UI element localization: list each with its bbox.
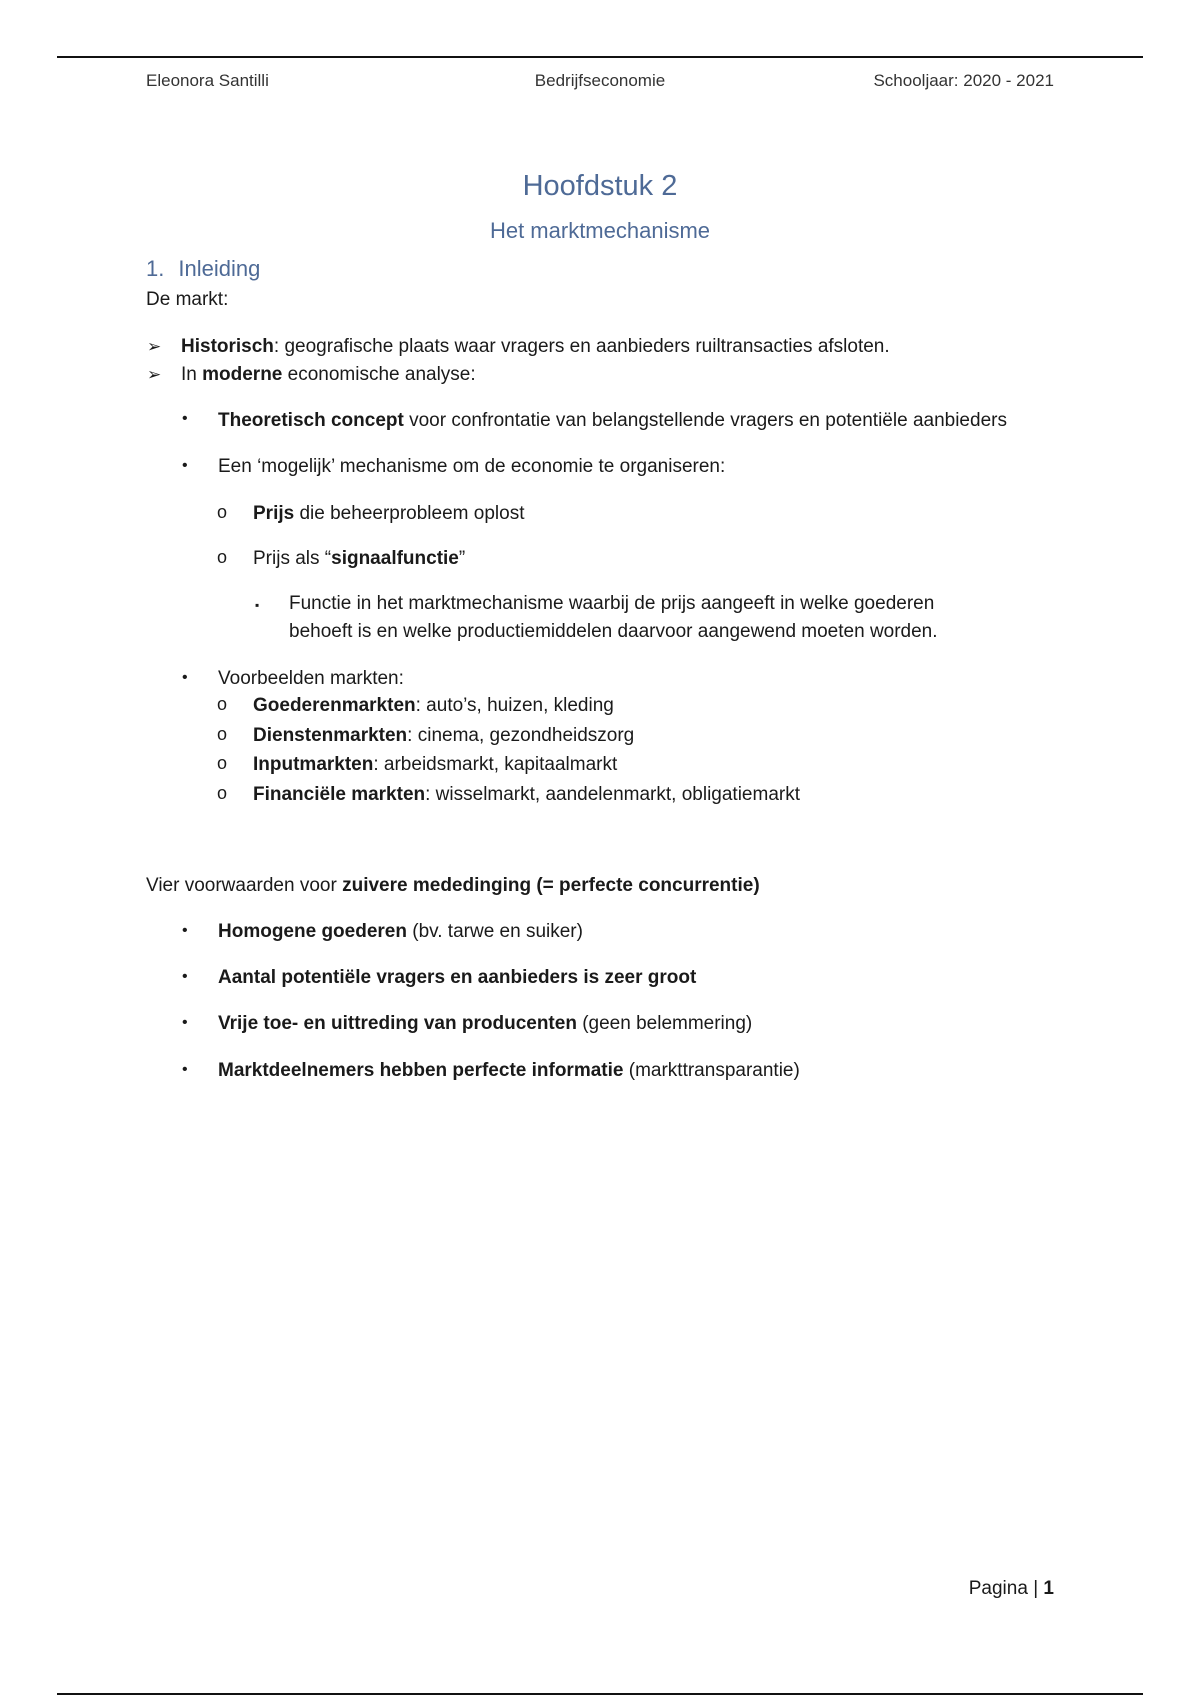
circle-bullet-icon: o <box>217 547 228 567</box>
page-label: Pagina <box>968 1578 1028 1599</box>
header-schoolyear: Schooljaar: 2020 - 2021 <box>873 71 1054 90</box>
list-item-markt: Goederenmarkten: auto’s, huizen, kleding <box>253 695 614 716</box>
list-item-markt: Dienstenmarkten: cinema, gezondheidszorg <box>253 725 635 746</box>
bullet-icon: • <box>182 1014 188 1031</box>
bullet-icon: • <box>182 968 188 985</box>
section-title: Inleiding <box>178 256 261 281</box>
bullet-icon: • <box>182 457 188 474</box>
list-item-prijs: Prijs die beheerprobleem oplost <box>253 503 525 524</box>
list-item-markt: Financiële markten: wisselmarkt, aandelenmarkt, obligatiemarkt <box>253 784 800 805</box>
bullet-icon: • <box>182 922 188 939</box>
section-heading <box>146 256 260 282</box>
bullet-icon: • <box>182 410 188 427</box>
chapter-title: Hoofdstuk 2 <box>522 170 678 202</box>
header-author: Eleonora Santilli <box>146 71 269 90</box>
chapter-subtitle: Het marktmechanisme <box>489 218 711 243</box>
bullet-icon: • <box>182 669 188 686</box>
bullet-icon: • <box>182 1061 188 1078</box>
circle-bullet-icon: o <box>217 783 228 803</box>
footer-rule <box>57 1693 1143 1695</box>
circle-bullet-icon: o <box>217 694 228 714</box>
list-item-historisch: Historisch: geografische plaats waar vragers en aanbieders ruiltransacties afsloten. <box>181 336 890 357</box>
list-item-moderne: In moderne economische analyse: <box>181 364 476 385</box>
list-item-voorbeelden: Voorbeelden markten: <box>218 668 404 689</box>
section-number: 1. <box>146 256 165 281</box>
list-item-functie: Functie in het marktmechanisme waarbij de prijs aangeeft in welke goederen behoeft is en welke productiemiddelen daarvoor aangewend moeten worden. <box>289 593 938 642</box>
circle-bullet-icon: o <box>217 753 228 773</box>
list-item-signaalfunctie: Prijs als “signaalfunctie” <box>253 548 466 569</box>
square-bullet-icon: ▪ <box>255 598 260 612</box>
page-number <box>969 1578 1054 1600</box>
list-item-voorwaarde: Marktdeelnemers hebben perfecte informatie (markttransparantie) <box>218 1060 800 1081</box>
page-separator: | <box>1033 1578 1039 1599</box>
circle-bullet-icon: o <box>217 502 228 522</box>
circle-bullet-icon: o <box>217 724 228 744</box>
list-item-voorwaarde: Homogene goederen (bv. tarwe en suiker) <box>218 921 583 942</box>
list-item-voorwaarde: Aantal potentiële vragers en aanbieders is zeer groot <box>218 967 697 988</box>
page-number-value: 1 <box>1043 1578 1054 1599</box>
list-item-markt: Inputmarkten: arbeidsmarkt, kapitaalmarkt <box>253 754 618 775</box>
header-rule <box>57 56 1143 58</box>
list-item-theoretisch: Theoretisch concept voor confrontatie van belangstellende vragers en potentiële aanbieders <box>218 410 1007 431</box>
arrow-bullet-icon: ➢ <box>147 365 162 384</box>
list-item-voorwaarde: Vrije toe- en uittreding van producenten (geen belemmering) <box>218 1013 753 1034</box>
header-subject: Bedrijfseconomie <box>534 71 666 90</box>
de-markt-label: De markt: <box>146 289 229 310</box>
list-item-mogelijk: Een ‘mogelijk’ mechanisme om de economie te organiseren: <box>218 456 726 477</box>
arrow-bullet-icon: ➢ <box>147 337 162 356</box>
voorwaarden-intro: Vier voorwaarden voor zuivere mededinging (= perfecte concurrentie) <box>146 875 760 896</box>
